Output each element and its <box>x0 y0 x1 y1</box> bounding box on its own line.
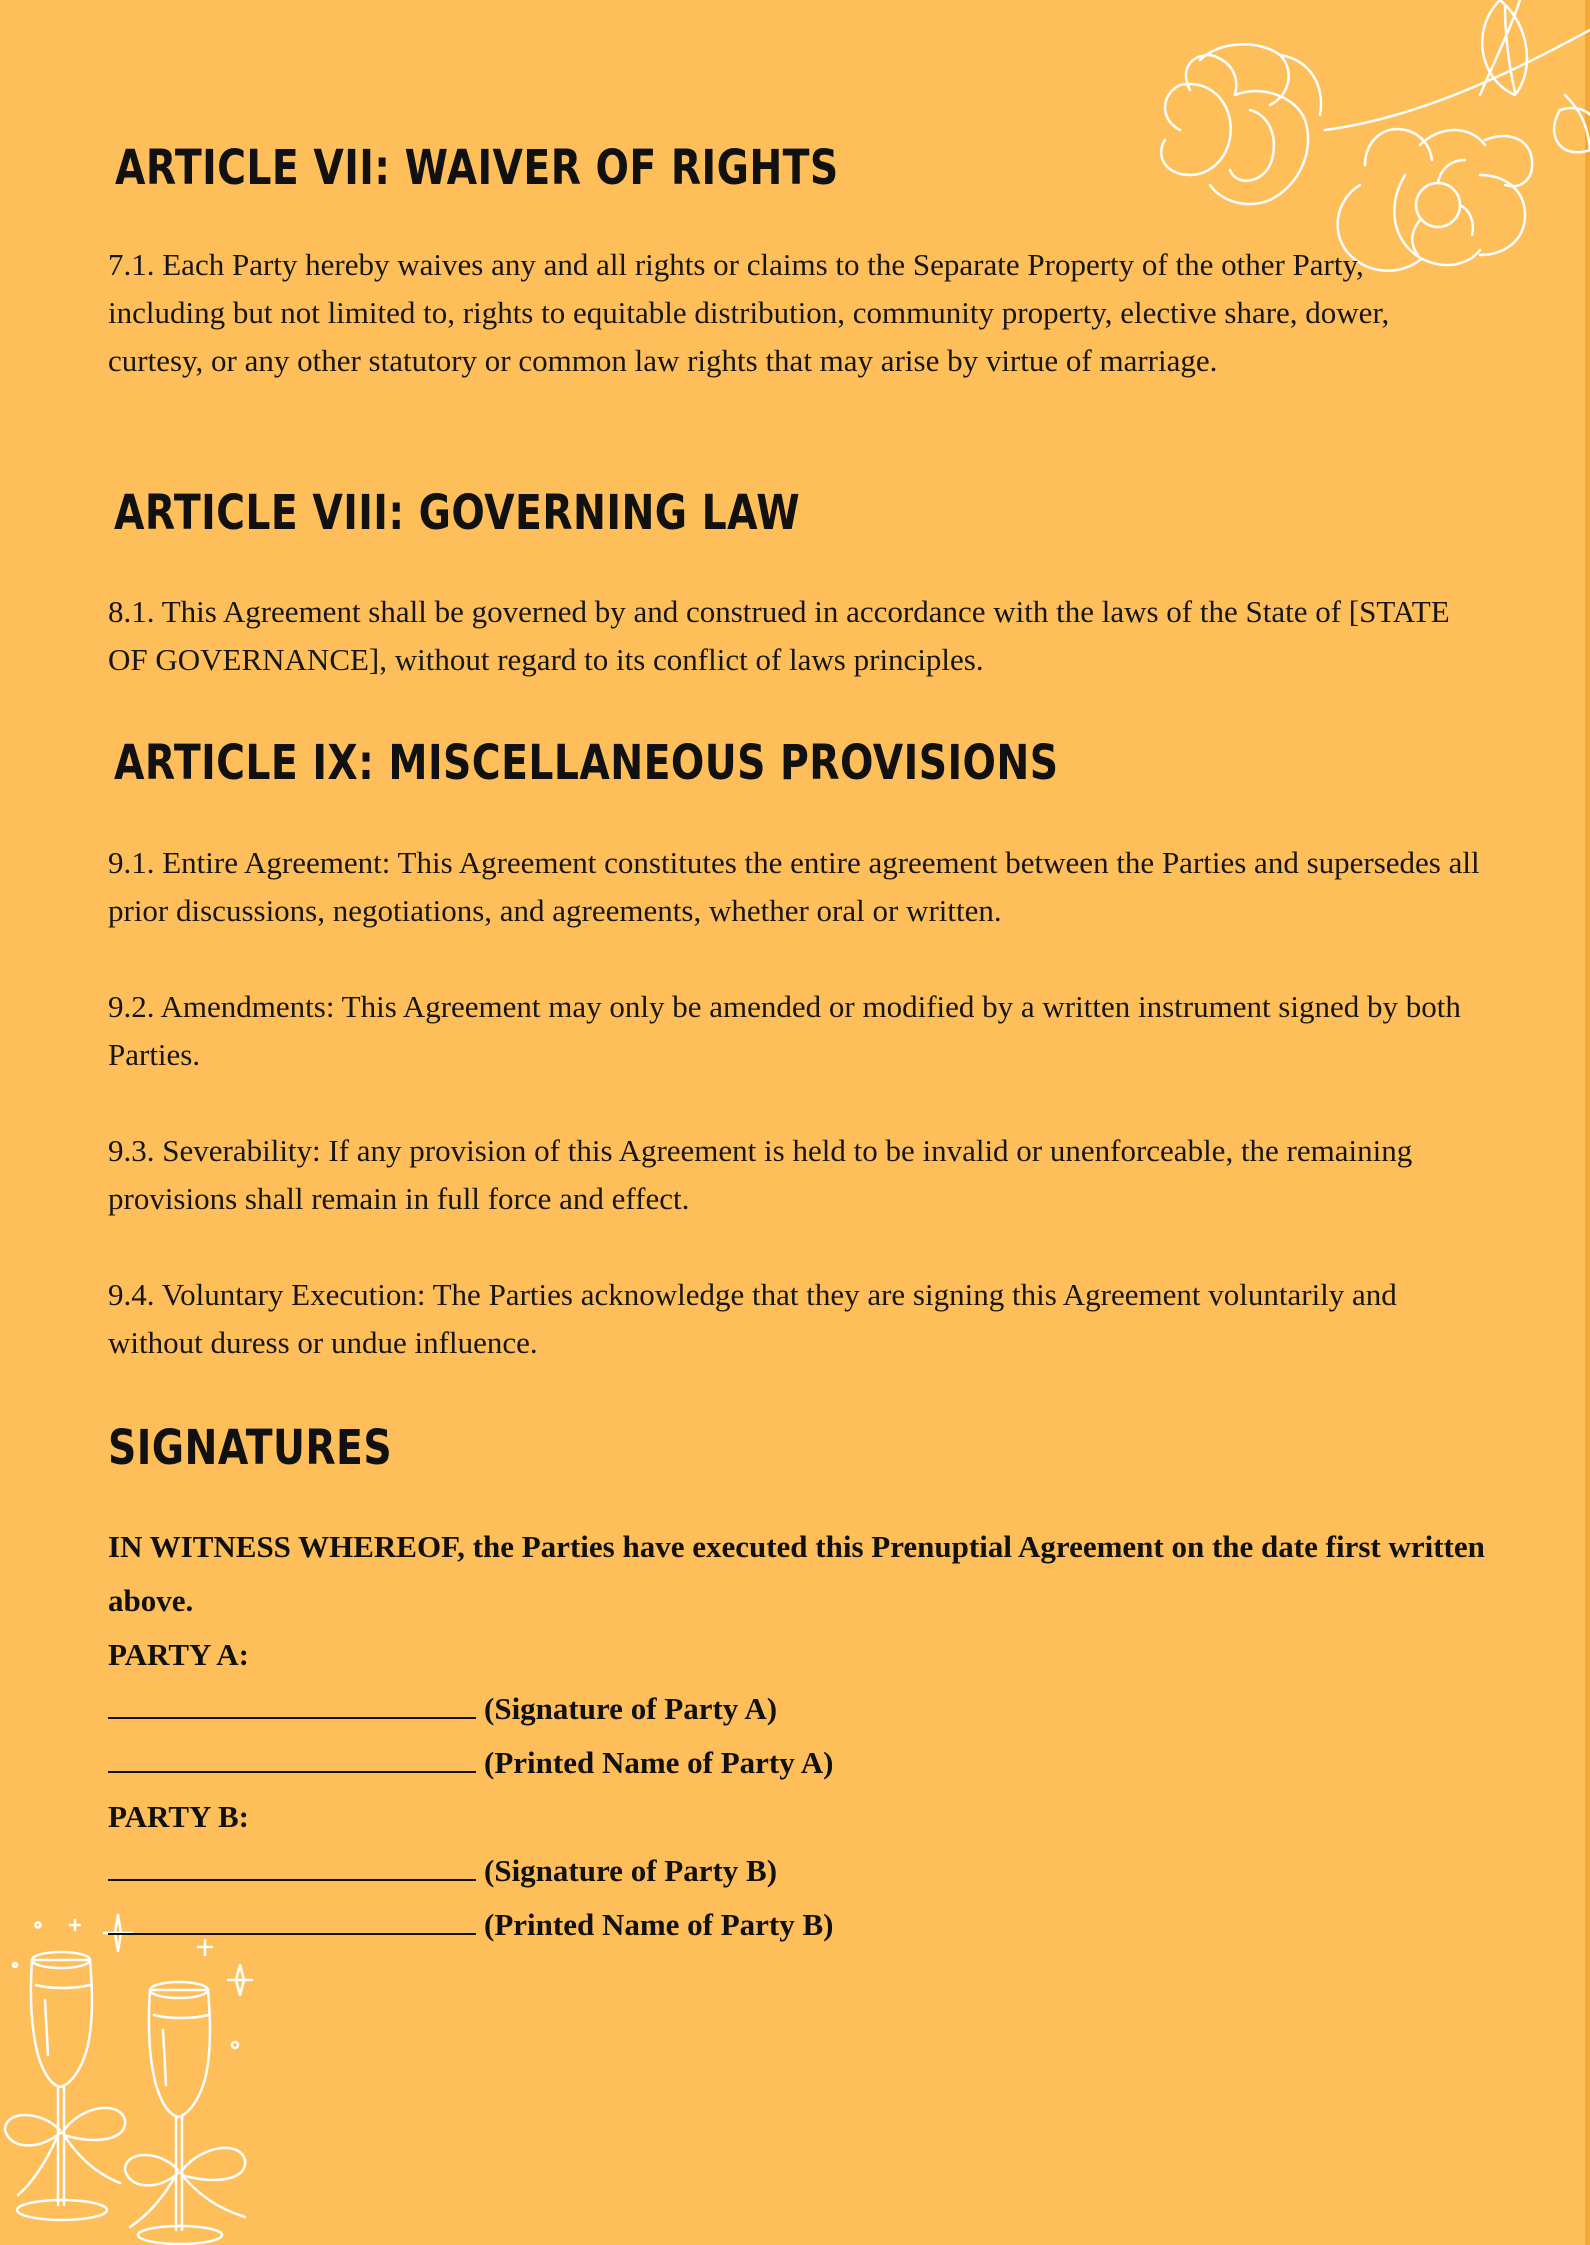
article-viii-heading: ARTICLE VIII: GOVERNING LAW <box>114 485 801 541</box>
page-edge <box>1585 0 1590 2245</box>
party-a-name-caption: (Printed Name of Party A) <box>484 1745 834 1780</box>
party-b-signature-line <box>108 1844 1488 1898</box>
clause-7-1: 7.1. Each Party hereby waives any and all rights or claims to the Separate Property of the other Party, including but not limited to, rights to equitable distribution, community property, elective share, dower, curtesy, or any other statutory or common law rights that may arise by virtue of marriage. <box>108 247 1390 378</box>
clause-9-3: 9.3. Severability: If any provision of this Agreement is held to be invalid or unenforceable, the remaining provisions shall remain in full force and effect. <box>108 1133 1413 1216</box>
party-b-name-caption: (Printed Name of Party B) <box>484 1907 834 1942</box>
party-b-label: PARTY B: <box>108 1799 249 1834</box>
article-vii-heading: ARTICLE VII: WAIVER OF RIGHTS <box>115 140 839 196</box>
party-b-signature-caption: (Signature of Party B) <box>484 1853 778 1888</box>
signature-blank <box>108 1683 476 1719</box>
party-b-name-line <box>108 1898 1488 1952</box>
signature-block <box>108 1520 1488 1952</box>
champagne-glasses-icon <box>0 1905 260 2245</box>
signature-blank <box>108 1737 476 1773</box>
signatures-heading: SIGNATURES <box>108 1420 393 1476</box>
clause-8-1: 8.1. This Agreement shall be governed by and construed in accordance with the laws of the State of [STATE OF GOVERNANCE], without regard to its conflict of laws principles. <box>108 594 1450 677</box>
article-ix-heading: ARTICLE IX: MISCELLANEOUS PROVISIONS <box>114 735 1059 791</box>
signature-blank <box>108 1845 476 1881</box>
party-a-label: PARTY A: <box>108 1637 249 1672</box>
party-a-signature-caption: (Signature of Party A) <box>484 1691 778 1726</box>
party-a-name-line <box>108 1736 1488 1790</box>
clause-9-2: 9.2. Amendments: This Agreement may only be amended or modified by a written instrument signed by both Parties. <box>108 989 1461 1072</box>
signature-blank <box>108 1899 476 1935</box>
clause-9-1: 9.1. Entire Agreement: This Agreement constitutes the entire agreement between the Parties and supersedes all prior discussions, negotiations, and agreements, whether oral or written. <box>108 845 1480 928</box>
witness-statement: IN WITNESS WHEREOF, the Parties have executed this Prenuptial Agreement on the date first written above. <box>108 1529 1485 1618</box>
clause-9-4: 9.4. Voluntary Execution: The Parties acknowledge that they are signing this Agreement voluntarily and without duress or undue influence. <box>108 1277 1397 1360</box>
party-a-signature-line <box>108 1682 1488 1736</box>
